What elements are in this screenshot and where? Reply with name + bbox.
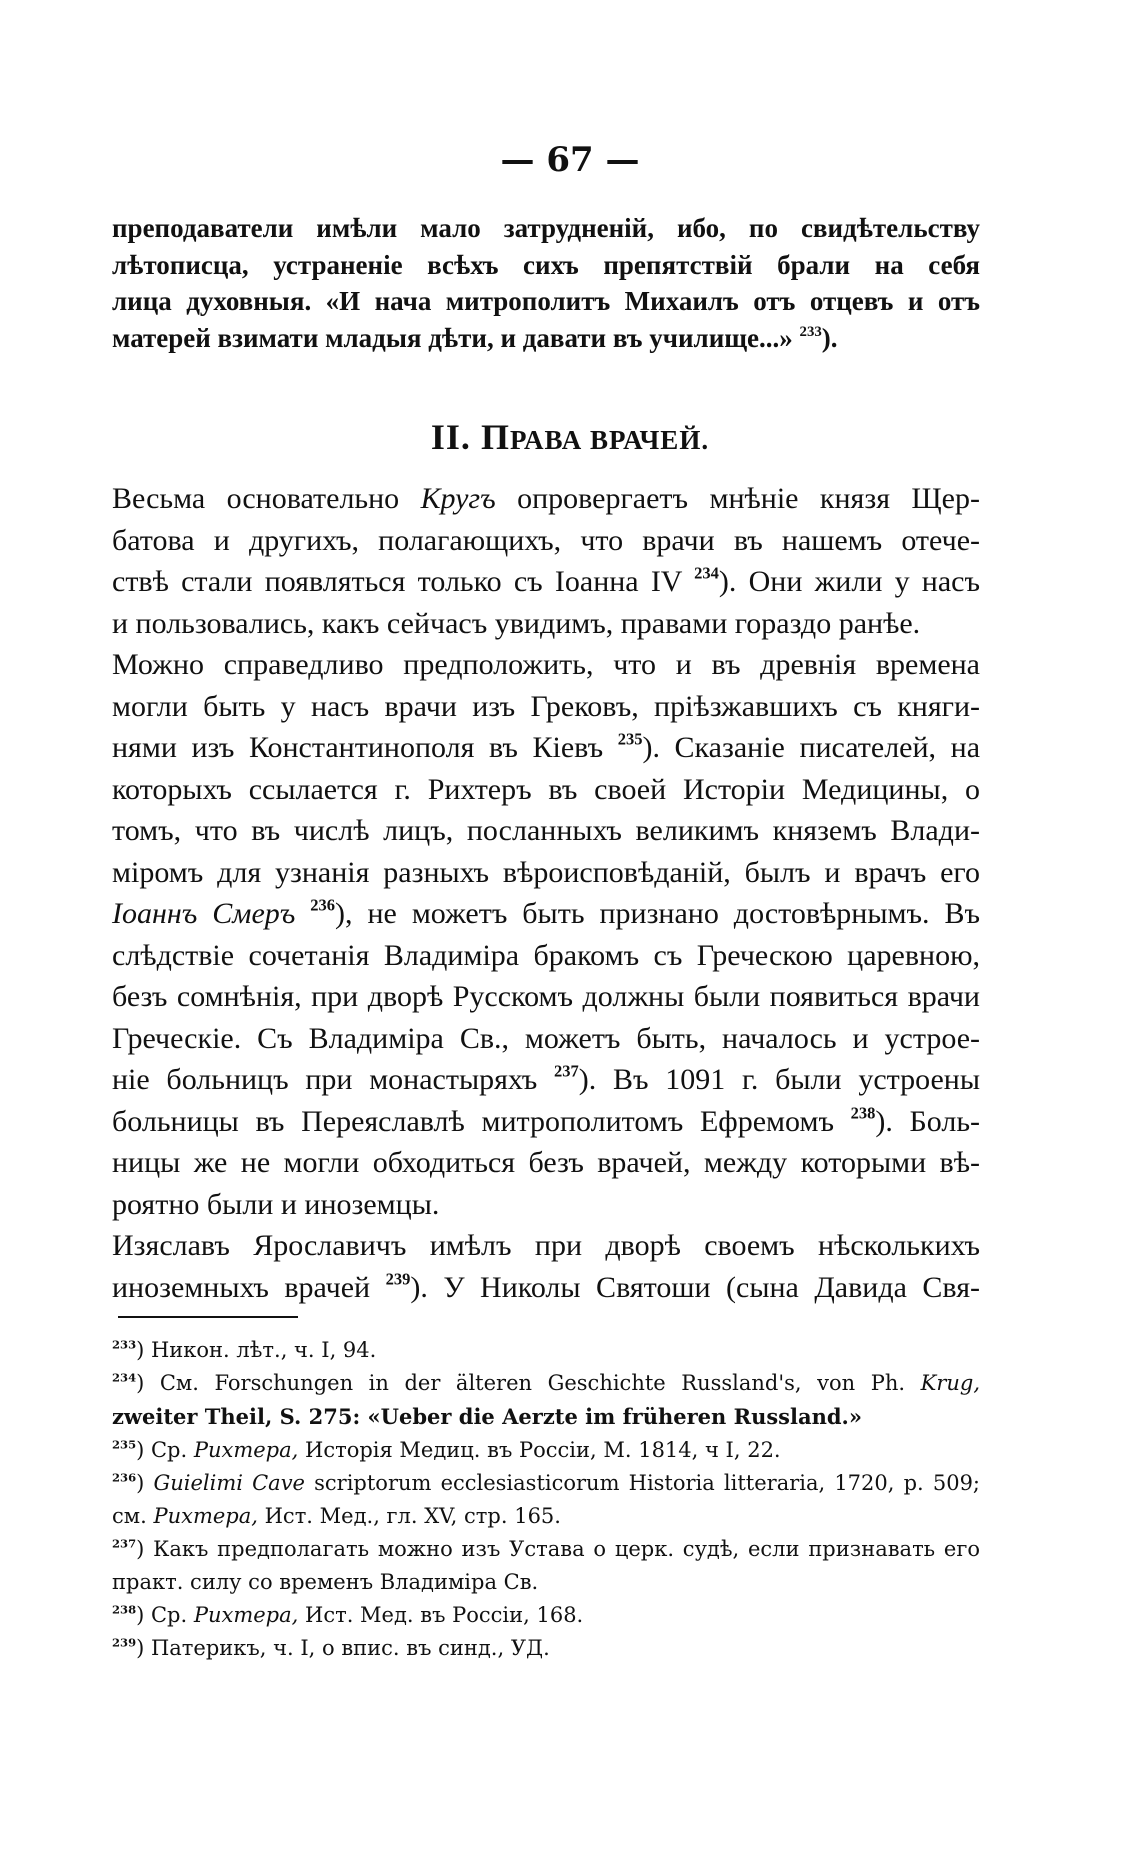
footnote: $^{233}$) Никон. лѣт., ч. I, 94.	[112, 1337, 377, 1362]
text-line: безъ сомнѣнія, при дворѣ Русскомъ должны были появиться врачи	[112, 980, 980, 1013]
footnote: $^{235}$) Ср. Рихтера, Исторія Медиц. въ Россіи, М. 1814, ч I, 22.	[112, 1437, 781, 1462]
top-paragraph-continuation	[112, 210, 980, 356]
footnotes	[112, 1334, 980, 1665]
text-line: Греческіе. Съ Владиміра Св., можетъ быть, началось и устрое-	[112, 1021, 980, 1055]
text-line: и пользовались, какъ сейчасъ увидимъ, правами гораздо ранѣе.	[112, 606, 921, 640]
text-line: Изяславъ Ярославичъ имѣлъ при дворѣ своемъ нѣсколькихъ	[112, 1229, 980, 1262]
footnote: $^{234}$) См. Forschungen in der älteren Geschichte Russland's, von Ph. Krug,	[112, 1370, 980, 1395]
footnote: см. Рихтера, Ист. Мед., гл. XV, стр. 165.	[112, 1504, 561, 1528]
footnote-ref: 236	[310, 895, 336, 915]
main-text	[112, 478, 980, 1308]
footnote: $^{236}$) Guielimi Cave scriptorum ecclesiasticorum Historia litteraria, 1720, p. 509;	[112, 1470, 981, 1495]
footnote-divider	[118, 1316, 298, 1318]
text-line: которыхъ ссылается г. Рихтеръ въ своей Исторіи Медицины, о	[112, 772, 980, 806]
footnote: $^{239}$) Патерикъ, ч. I, о впис. въ синд., УД.	[112, 1635, 550, 1660]
text-line: ствѣ стали появляться только съ Іоанна IV $^{234}$). Они жили у насъ	[112, 563, 981, 598]
section-heading: II. ПРАВА ВРАЧЕЙ.	[430, 417, 710, 457]
text-line: лица духовныя. «И нача митрополитъ Михаилъ отъ отцевъ и отъ	[112, 286, 980, 316]
text-line: больницы въ Переяславлѣ митрополитомъ Ефремомъ $^{238}$). Боль-	[112, 1103, 981, 1138]
text-line: ніе больницъ при монастыряхъ $^{237}$). Въ 1091 г. были устроены	[112, 1061, 980, 1096]
footnote: $^{238}$) Ср. Рихтера, Ист. Мед. въ Россіи, 168.	[112, 1602, 584, 1627]
text-line: лѣтописца, устраненіе всѣхъ сихъ препятствій брали на себя	[112, 249, 980, 280]
text-line: могли быть у насъ врачи изъ Грековъ, пріѣзжавшихъ съ княги-	[112, 689, 980, 723]
footnote-ref: 239	[385, 1269, 411, 1289]
footnote: zweiter Theil, S. 275: «Ueber die Aerzte im früheren Russland.»	[112, 1404, 862, 1429]
text-line: матерей взимати младыя дѣти, и давати въ училище...» $^{233}$).	[112, 322, 838, 353]
footnote-ref: 234	[694, 563, 719, 583]
footnote-ref: 237	[554, 1061, 579, 1081]
text-line: томъ, что въ числѣ лицъ, посланныхъ великимъ княземъ Влади-	[112, 814, 980, 847]
text-line: роятно были и иноземцы.	[112, 1187, 440, 1221]
page-number: — 67 —	[500, 140, 640, 180]
footnote-ref: 238	[850, 1103, 876, 1123]
text-line: батова и другихъ, полагающихъ, что врачи въ нашемъ отече-	[112, 523, 980, 557]
footnote: практ. силу со временъ Владиміра Св.	[112, 1570, 539, 1594]
text-line: Весьма основательно Кругъ опровергаетъ мнѣніе князя Щер-	[112, 482, 980, 515]
footnote-ref: 233	[799, 323, 822, 340]
text-line: ницы же не могли обходиться безъ врачей, между которыми вѣ-	[112, 1146, 980, 1179]
text-line: иноземныхъ врачей $^{239}$). У Николы Святоши (сына Давида Свя-	[112, 1269, 980, 1304]
text-line: міромъ для узнанія разныхъ вѣроисповѣданій, былъ и врачъ его	[112, 855, 980, 889]
text-line: преподаватели имѣли мало затрудненій, ибо, по свидѣтельству	[112, 213, 980, 243]
footnote-ref: 235	[617, 729, 643, 749]
text-line: Іоаннъ Смеръ $^{236}$), не можетъ быть признано достовѣрнымъ. Въ	[112, 895, 980, 930]
text-line: Можно справедливо предположить, что и въ древнія времена	[112, 648, 980, 681]
text-line: слѣдствіе сочетанія Владиміра бракомъ съ Греческою царевною,	[112, 938, 980, 972]
text-line: нями изъ Константинополя въ Кіевъ $^{235}$). Сказаніе писателей, на	[112, 729, 981, 764]
footnote: $^{237}$) Какъ предполагать можно изъ Устава о церк. судѣ, если признавать его	[112, 1536, 980, 1561]
